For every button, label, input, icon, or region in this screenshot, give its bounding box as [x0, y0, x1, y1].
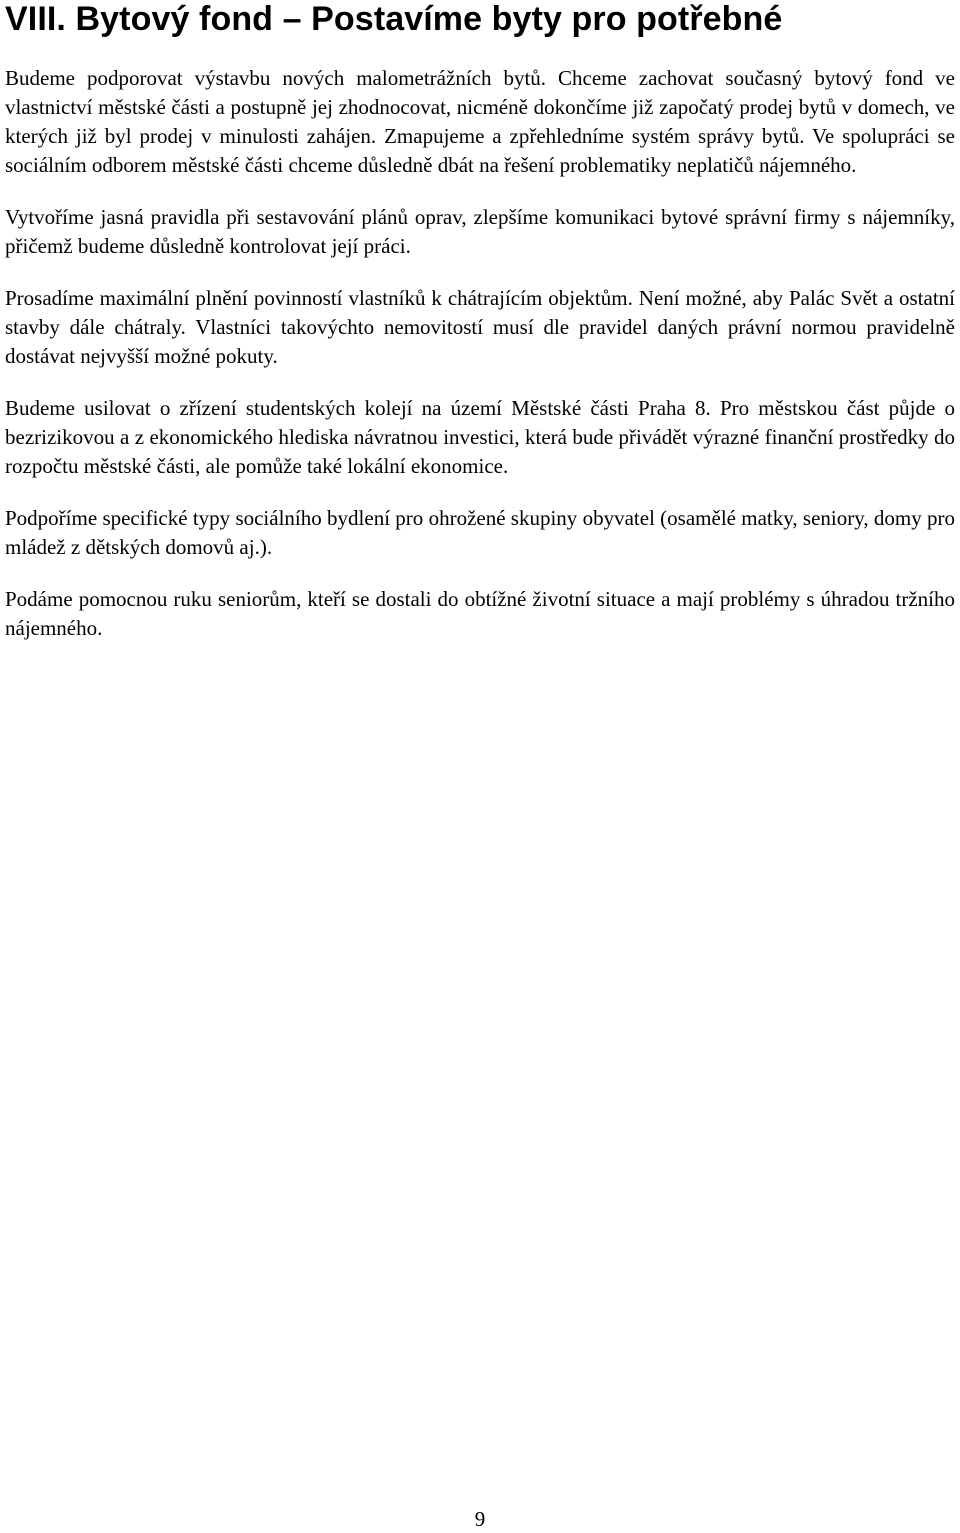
paragraph-repair-plans: Vytvoříme jasná pravidla při sestavování plánů oprav, zlepšíme komunikaci bytové správní firmy s nájemníky, přičemž budeme důsledně kontrolovat její práci. [5, 205, 955, 258]
page-number: 9 [474, 1507, 486, 1531]
paragraph-derelict-buildings: Prosadíme maximální plnění povinností vlastníků k chátrajícím objektům. Není možné, aby Palác Svět a ostatní stavby dále chátraly. Vlastníci takovýchto nemovitostí musí dle pravidel daných právní normou pravidelně dostávat nejvyšší možné pokuty. [5, 286, 955, 368]
paragraph-housing-stock: Budeme podporovat výstavbu nových malometrážních bytů. Chceme zachovat současný bytový fond ve vlastnictví městské části a postupně jej zhodnocovat, nicméně dokončíme již započatý prodej bytů v domech, ve kterých již byl prodej v minulosti zahájen. Zmapujeme a zpřehledníme systém správy bytů. Ve spolupráci se sociálním odborem městské části chceme důsledně dbát na řešení problematiky neplatičů nájemného. [5, 66, 955, 177]
paragraph-student-dormitories: Budeme usilovat o zřízení studentských kolejí na území Městské části Praha 8. Pro městskou část půjde o bezrizikovou a z ekonomického hlediska návratnou investici, která bude přivádět výrazné finanční prostředky do rozpočtu městské části, ale pomůže také lokální ekonomice. [5, 396, 955, 478]
paragraph-social-housing: Podpoříme specifické typy sociálního bydlení pro ohrožené skupiny obyvatel (osamělé matky, seniory, domy pro mládež z dětských domovů aj.). [5, 506, 955, 559]
document-page [5, 0, 955, 666]
paragraph-senior-support: Podáme pomocnou ruku seniorům, kteří se dostali do obtížné životní situace a mají problémy s úhradou tržního nájemného. [5, 587, 955, 640]
section-heading: VIII. Bytový fond – Postavíme byty pro potřebné [5, 0, 783, 38]
section-body [5, 64, 955, 643]
